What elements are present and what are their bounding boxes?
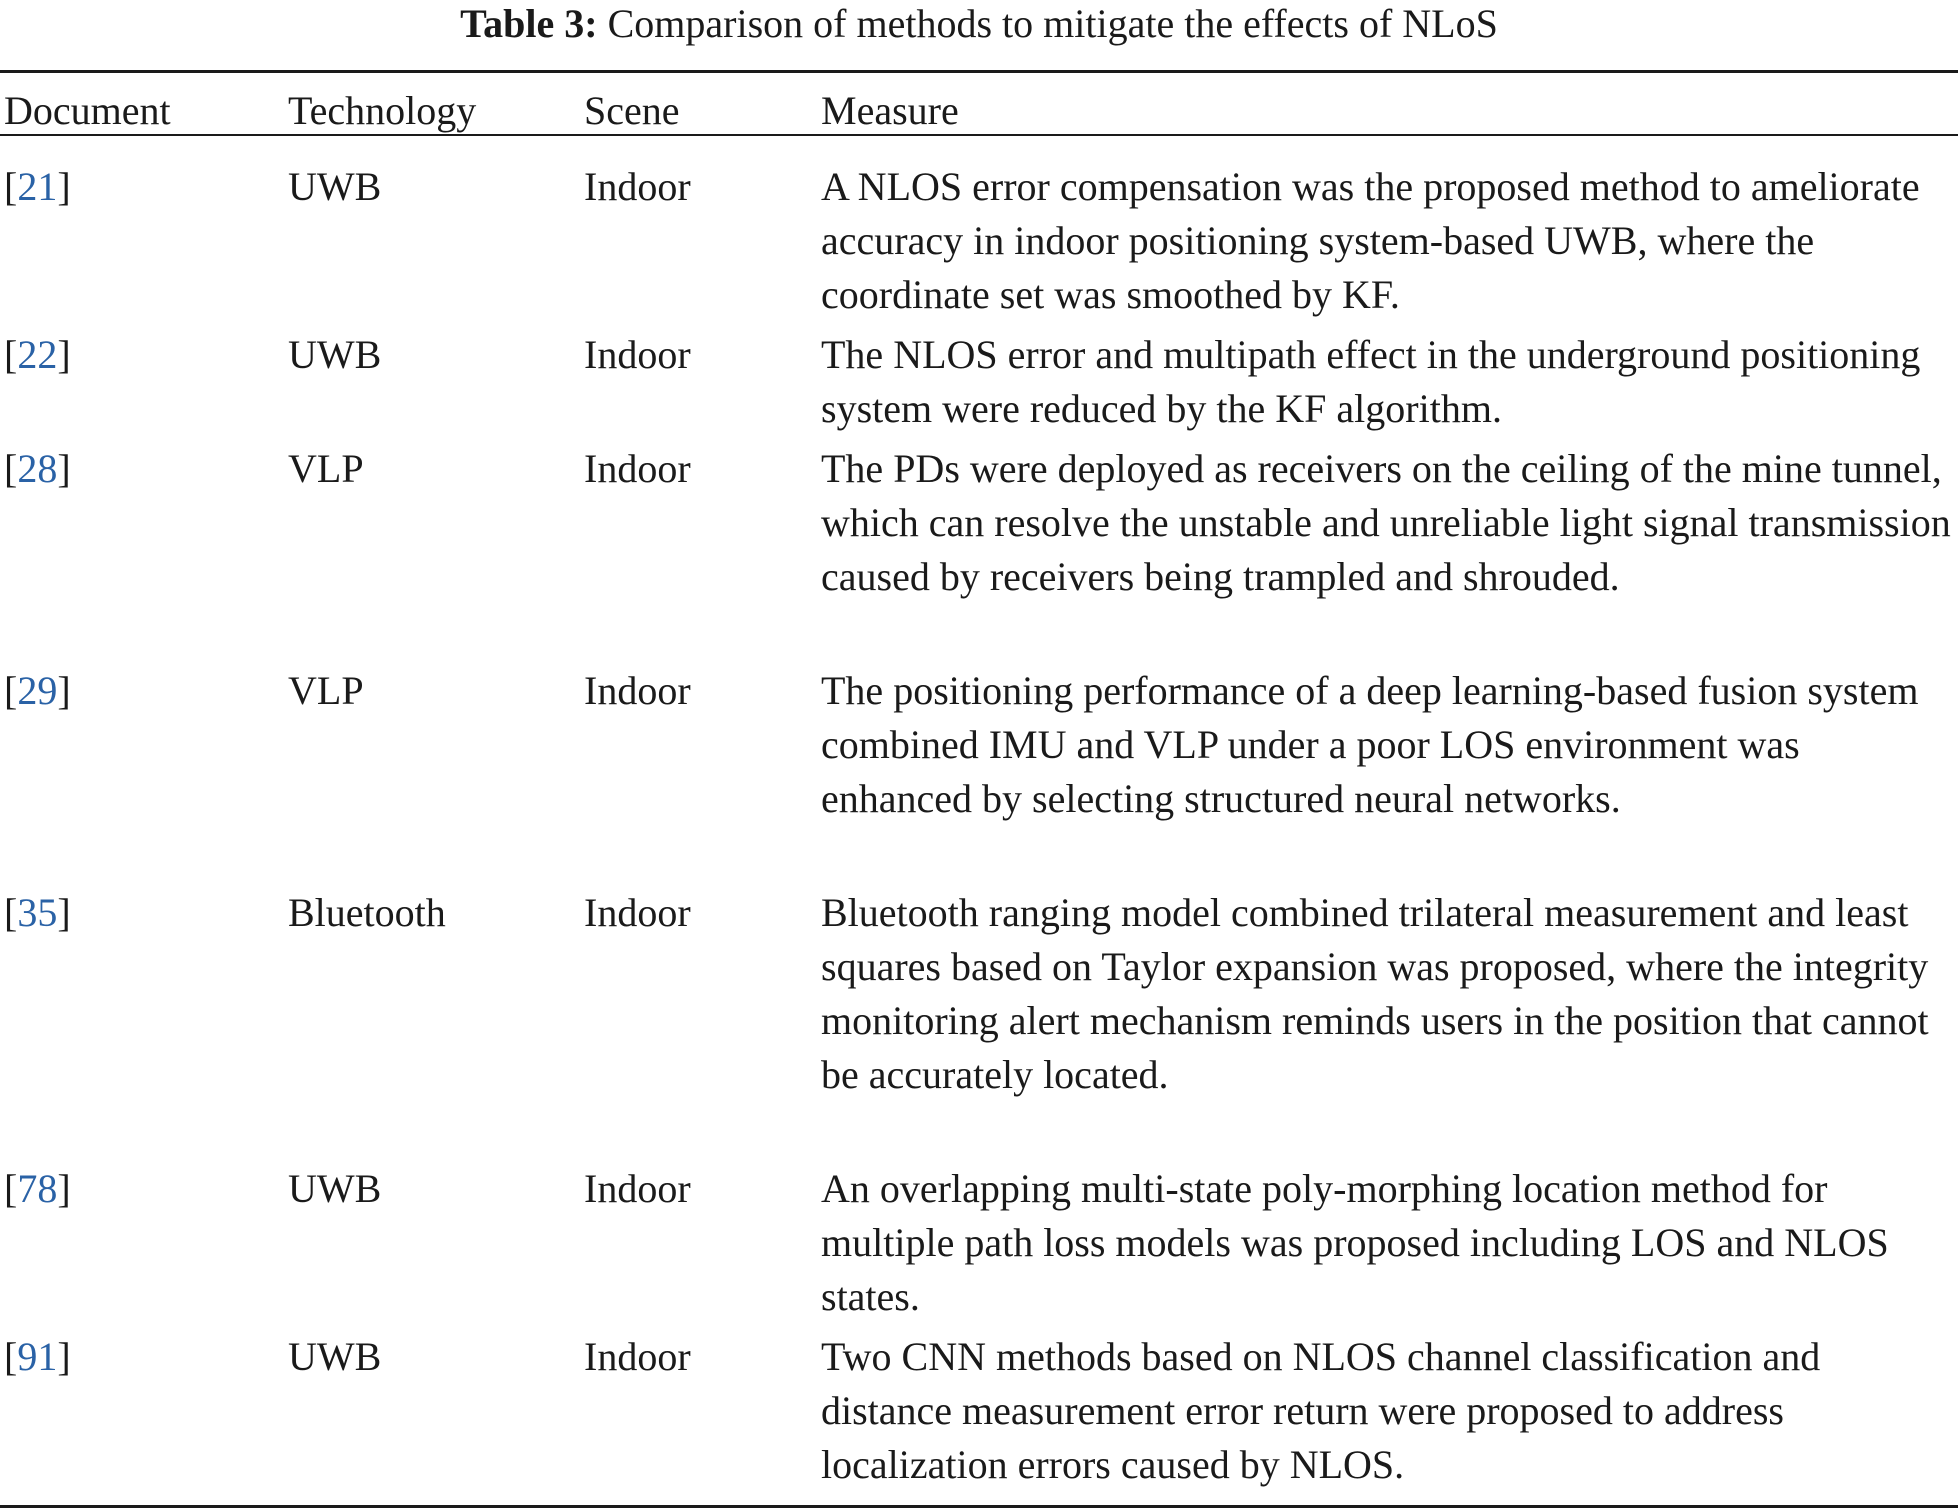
technology-cell: UWB (288, 332, 382, 377)
table-caption-label: Table 3: (460, 1, 598, 46)
scene-cell: Indoor (584, 890, 691, 935)
document-cell: [35] (4, 890, 71, 935)
document-cell: [78] (4, 1166, 71, 1211)
measure-cell: The positioning performance of a deep learning-based fusion system combined IMU and VLP under a poor LOS environment was enhanced by selecting structured neural networks. (821, 668, 1919, 821)
table-caption-title: Comparison of methods to mitigate the effects of NLoS (607, 1, 1498, 46)
technology-cell: UWB (288, 164, 382, 209)
document-cell: [29] (4, 668, 71, 713)
header-document: Document (4, 88, 171, 133)
table-row (0, 664, 1958, 886)
citation-link[interactable]: 35 (17, 890, 58, 935)
table-bottom-rule (0, 1505, 1958, 1508)
citation-link[interactable]: 78 (17, 1166, 58, 1211)
technology-cell: Bluetooth (288, 890, 446, 935)
technology-cell: UWB (288, 1166, 382, 1211)
document-cell: [91] (4, 1334, 71, 1379)
citation-link[interactable]: 28 (17, 446, 58, 491)
measure-cell: An overlapping multi-state poly-morphing location method for multiple path loss models was proposed including LOS and NLOS states. (821, 1166, 1889, 1319)
table-row (0, 328, 1958, 442)
table-row (0, 1162, 1958, 1330)
header-measure: Measure (821, 88, 959, 133)
table-row (0, 1330, 1958, 1498)
measure-cell: Two CNN methods based on NLOS channel classification and distance measurement error return were proposed to address localization errors caused by NLOS. (821, 1334, 1821, 1487)
table-top-rule (0, 70, 1958, 73)
scene-cell: Indoor (584, 164, 691, 209)
technology-cell: VLP (288, 668, 364, 713)
measure-cell: The PDs were deployed as receivers on the ceiling of the mine tunnel, which can resolve the unstable and unreliable light signal transmission caused by receivers being trampled and shrouded. (821, 446, 1951, 599)
technology-cell: VLP (288, 446, 364, 491)
table-row (0, 442, 1958, 664)
scene-cell: Indoor (584, 446, 691, 491)
technology-cell: UWB (288, 1334, 382, 1379)
measure-cell: A NLOS error compensation was the proposed method to ameliorate accuracy in indoor positioning system-based UWB, where the coordinate set was smoothed by KF. (821, 164, 1920, 317)
document-cell: [28] (4, 446, 71, 491)
table-caption (0, 0, 1958, 52)
table-row (0, 160, 1958, 328)
header-scene: Scene (584, 88, 680, 133)
document-cell: [21] (4, 164, 71, 209)
citation-link[interactable]: 22 (17, 332, 58, 377)
measure-cell: Bluetooth ranging model combined trilateral measurement and least squares based on Taylor expansion was proposed, where the integrity monitoring alert mechanism reminds users in the position that cannot be accurately located. (821, 890, 1929, 1097)
table-header-rule (0, 134, 1958, 136)
table-header (0, 84, 1958, 138)
scene-cell: Indoor (584, 1334, 691, 1379)
citation-link[interactable]: 91 (17, 1334, 58, 1379)
document-cell: [22] (4, 332, 71, 377)
citation-link[interactable]: 21 (17, 164, 58, 209)
scene-cell: Indoor (584, 668, 691, 713)
citation-link[interactable]: 29 (17, 668, 58, 713)
table-body (0, 160, 1958, 1498)
header-row (0, 84, 1958, 138)
header-technology: Technology (288, 88, 477, 133)
table-row (0, 886, 1958, 1162)
scene-cell: Indoor (584, 1166, 691, 1211)
scene-cell: Indoor (584, 332, 691, 377)
measure-cell: The NLOS error and multipath effect in the underground positioning system were reduced by the KF algorithm. (821, 332, 1921, 431)
